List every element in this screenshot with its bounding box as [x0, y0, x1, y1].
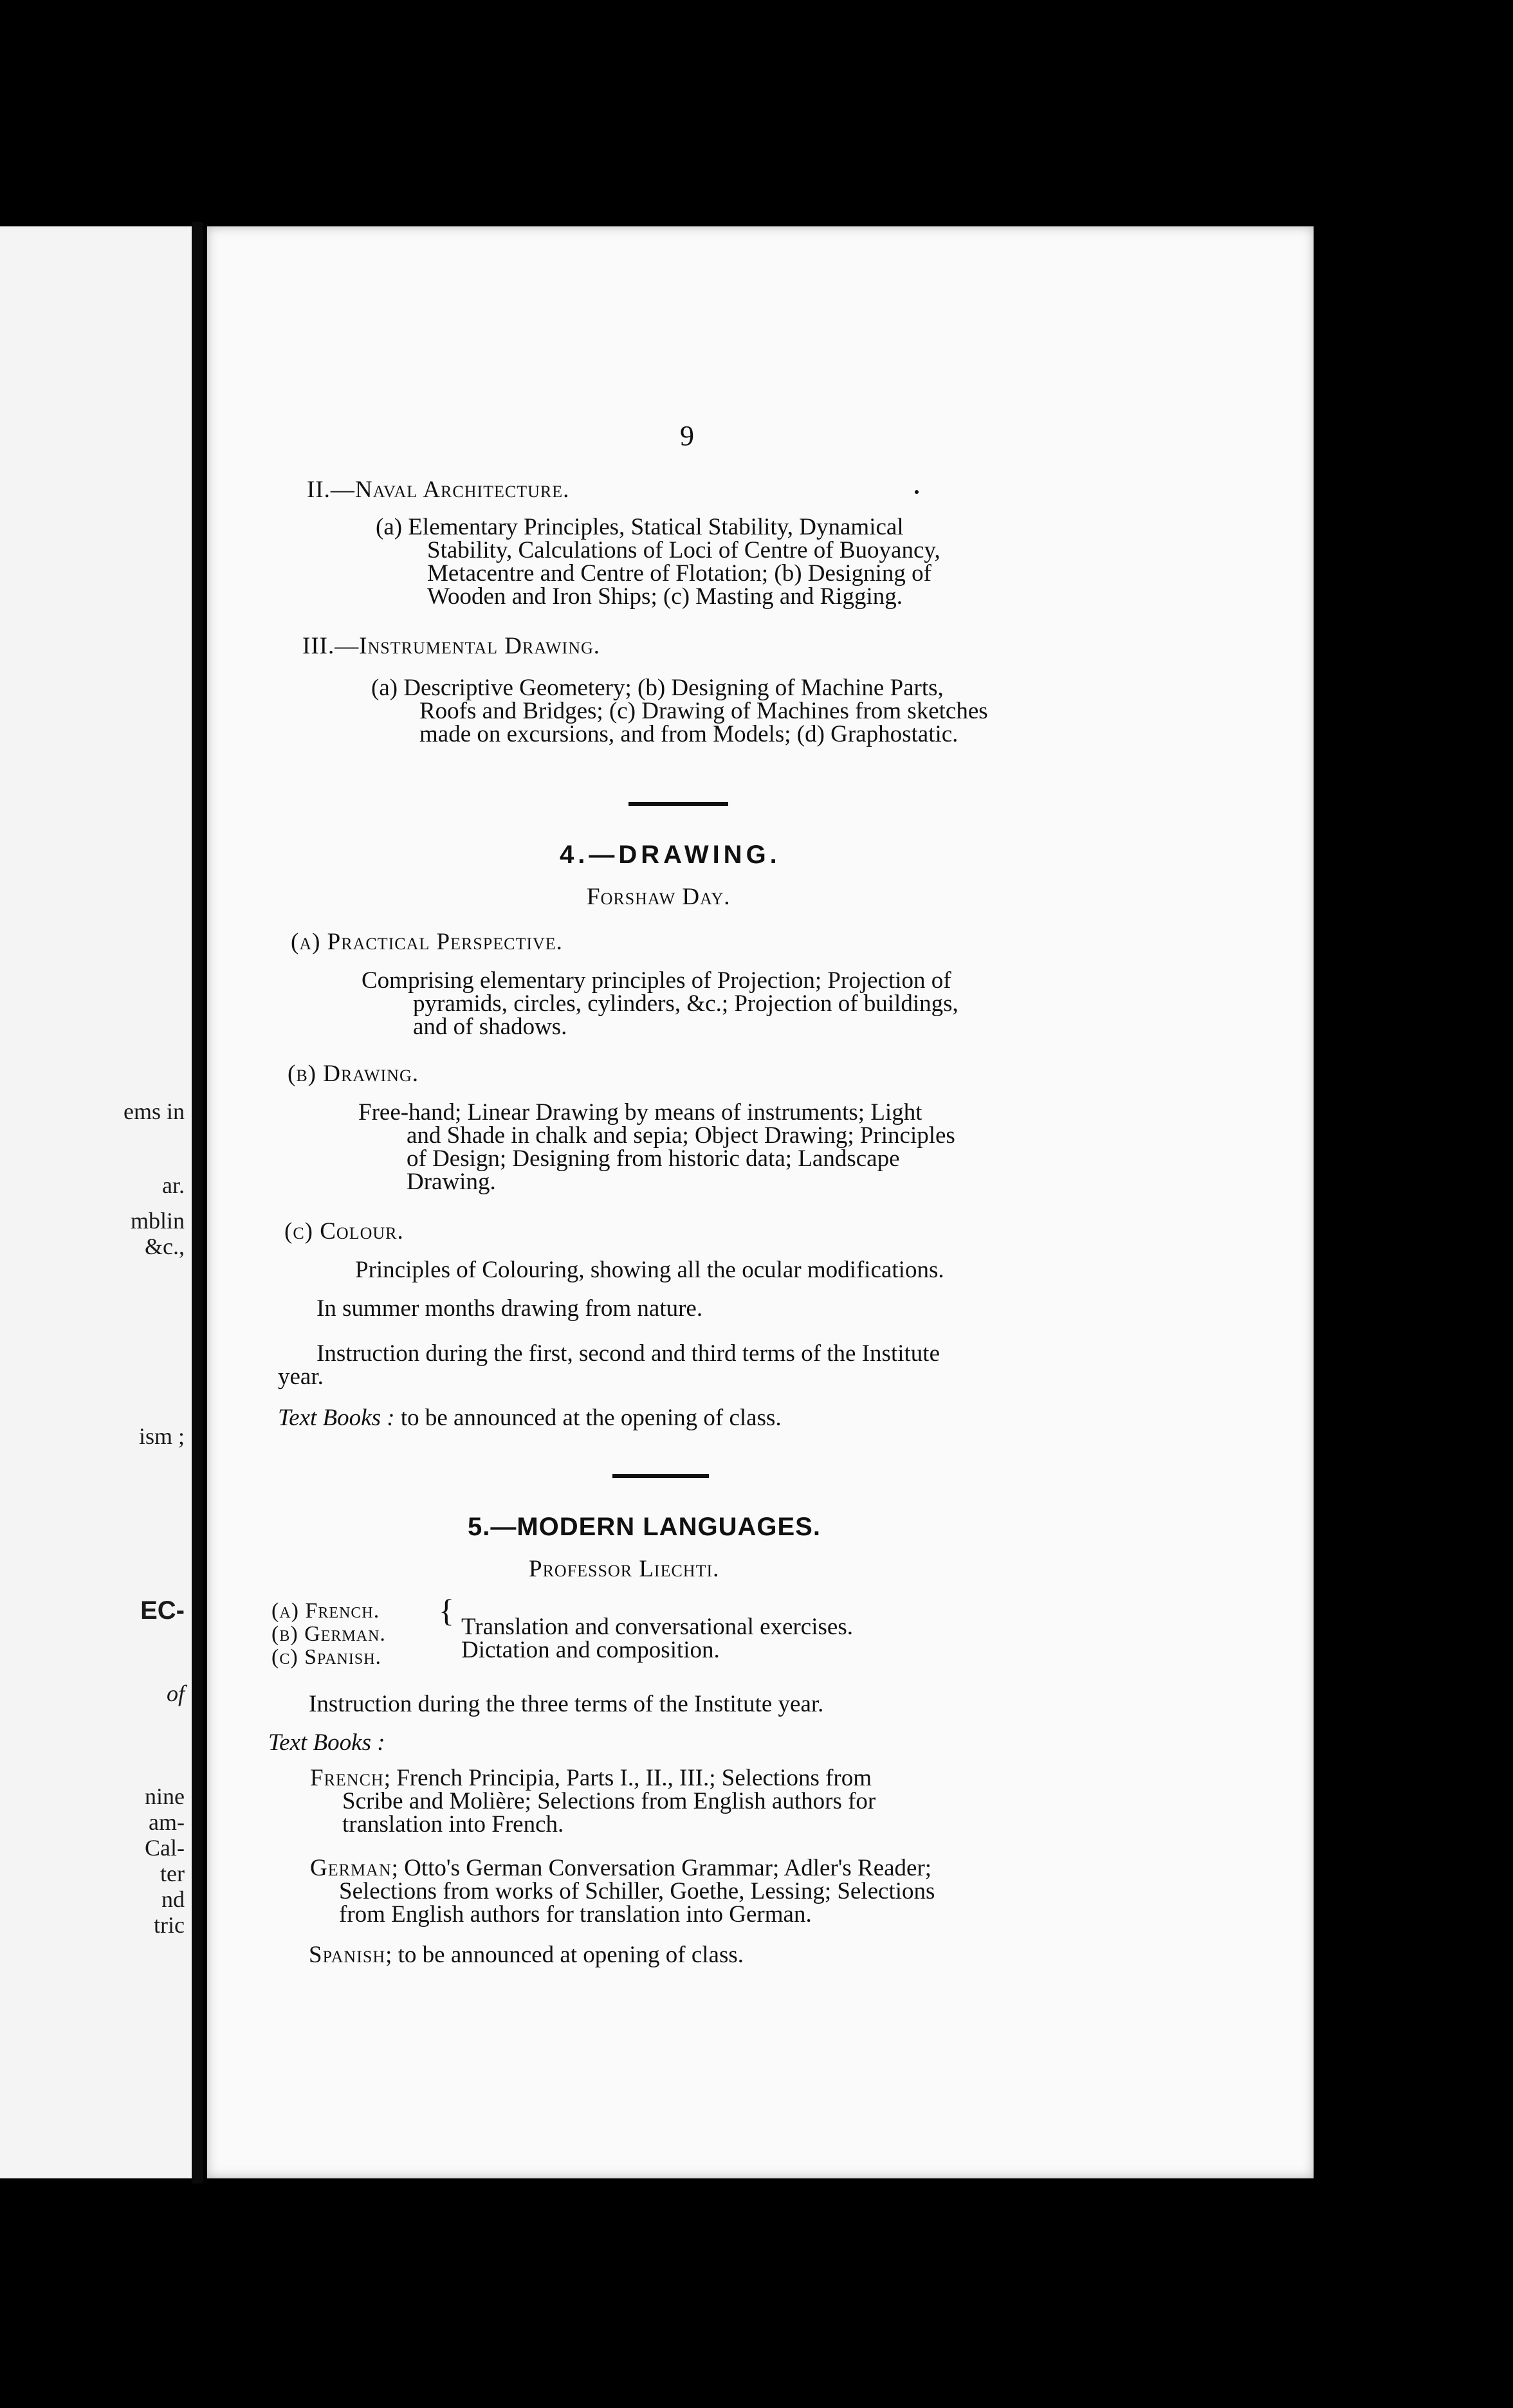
drawing-line: and Shade in chalk and sepia; Object Drawing; Principles — [407, 1122, 955, 1149]
languages-instruction: Instruction during the three terms of the Institute year. — [309, 1691, 824, 1717]
brace-glyph: { — [439, 1592, 454, 1628]
drawing-section-title: 4.—DRAWING. — [560, 841, 781, 869]
drawing-line: Drawing. — [407, 1169, 496, 1195]
german-line: from English authors for translation into German. — [339, 1901, 812, 1928]
instrumental-line: made on excursions, and from Models; (d) Graphostatic. — [419, 721, 958, 747]
language-item: (c) Spanish. — [271, 1645, 382, 1669]
french-line: translation into French. — [342, 1811, 564, 1838]
left-fragment: ter — [160, 1861, 185, 1886]
drawing-heading: (b) Drawing. — [288, 1061, 419, 1087]
document-page — [207, 226, 1314, 2178]
language-item: (a) French. — [271, 1599, 380, 1623]
colour-line: Principles of Colouring, showing all the ocular modifications. — [355, 1257, 944, 1283]
spanish-line: ; to be announced at opening of class. — [385, 1942, 744, 1968]
french-line: Scribe and Molière; Selections from English authors for — [342, 1788, 876, 1814]
textbooks-label: Text Books : — [278, 1405, 395, 1431]
drawing-line: of Design; Designing from historic data; Landscape — [407, 1145, 900, 1172]
left-fragment: nd — [161, 1886, 185, 1912]
perspective-heading: (a) Practical Perspective. — [291, 929, 563, 955]
german-line: ; Otto's German Conversation Grammar; Adler's Reader; — [391, 1855, 932, 1881]
previous-page-edge — [0, 226, 196, 2178]
colour-heading: (c) Colour. — [284, 1218, 404, 1245]
brace-line: Translation and conversational exercises. — [461, 1614, 853, 1640]
left-fragment: tric — [154, 1912, 185, 1938]
instrumental-heading: III.—Instrumental Drawing. — [302, 633, 601, 659]
left-fragment: ism ; — [138, 1423, 185, 1449]
book-spine — [192, 222, 203, 2184]
languages-section-title: 5.—MODERN LANGUAGES. — [468, 1513, 821, 1541]
speck — [915, 490, 919, 494]
left-fragment: of — [166, 1681, 185, 1706]
left-fragment: am- — [149, 1809, 185, 1835]
section-divider — [628, 802, 728, 806]
language-item: (b) German. — [271, 1622, 386, 1646]
instruction-line: Instruction during the first, second and third terms of the Institute — [316, 1340, 940, 1367]
drawing-instructor: Forshaw Day. — [587, 884, 731, 910]
left-fragment: Cal- — [145, 1835, 185, 1861]
french-line: ; French Principia, Parts I., II., III.; Selections from — [383, 1765, 872, 1791]
french-label: French — [310, 1765, 384, 1791]
languages-textbooks-label: Text Books : — [268, 1729, 385, 1756]
left-fragment: EC- — [140, 1596, 185, 1625]
left-fragment: nine — [145, 1783, 185, 1809]
german-line: Selections from works of Schiller, Goethe, Lessing; Selections — [339, 1878, 935, 1904]
drawing-textbooks — [278, 1407, 782, 1430]
perspective-line: and of shadows. — [413, 1014, 567, 1040]
left-fragment: &c., — [145, 1234, 185, 1259]
instruction-line: year. — [278, 1364, 324, 1390]
perspective-line: pyramids, circles, cylinders, &c.; Projection of buildings, — [413, 990, 958, 1017]
naval-line: Metacentre and Centre of Flotation; (b) Designing of — [427, 560, 931, 587]
instrumental-line: Roofs and Bridges; (c) Drawing of Machines from sketches — [419, 698, 988, 724]
summer-line: In summer months drawing from nature. — [316, 1295, 703, 1322]
german-books — [310, 1857, 931, 1880]
section-divider — [612, 1474, 709, 1478]
drawing-line: Free-hand; Linear Drawing by means of instruments; Light — [358, 1099, 922, 1126]
left-fragment: ems in — [124, 1099, 185, 1124]
naval-line: (a) Elementary Principles, Statical Stability, Dynamical — [376, 514, 904, 540]
textbooks-text: to be announced at the opening of class. — [400, 1405, 782, 1431]
naval-heading: II.—Naval Architecture. — [307, 477, 570, 503]
perspective-line: Comprising elementary principles of Projection; Projection of — [362, 967, 951, 994]
instrumental-line: (a) Descriptive Geometery; (b) Designing of Machine Parts, — [371, 675, 944, 701]
brace-line: Dictation and composition. — [461, 1637, 720, 1663]
spanish-label: Spanish — [309, 1942, 386, 1968]
german-label: German — [310, 1855, 392, 1881]
naval-line: Wooden and Iron Ships; (c) Masting and Rigging. — [427, 583, 903, 610]
page-number: 9 — [680, 420, 694, 452]
french-books — [310, 1767, 872, 1790]
left-fragment: mblin — [130, 1208, 185, 1234]
left-fragment: ar. — [162, 1172, 185, 1198]
languages-instructor: Professor Liechti. — [529, 1556, 720, 1582]
spanish-books — [309, 1944, 744, 1967]
naval-line: Stability, Calculations of Loci of Centre of Buoyancy, — [427, 537, 940, 563]
